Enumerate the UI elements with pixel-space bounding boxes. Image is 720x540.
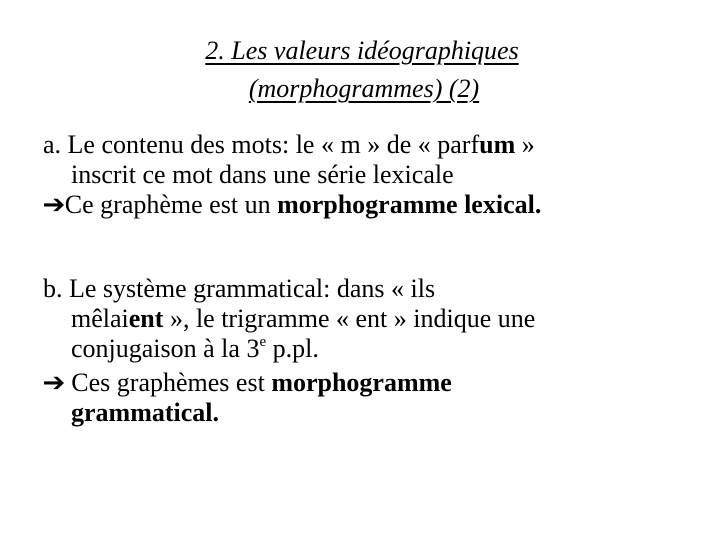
section-a [43, 130, 541, 220]
section-b-line-5: grammatical. [71, 398, 220, 427]
section-a-line-3: ➔Ce graphème est un morphogramme lexical. [42, 190, 542, 220]
slide-title [0, 32, 720, 108]
section-a-line-2: inscrit ce mot dans une série lexicale [71, 160, 454, 189]
section-b-line-1: b. Le système grammatical: dans « ils [43, 274, 436, 303]
section-b-line-4: ➔ Ces graphèmes est morphogramme [42, 368, 452, 398]
section-b [43, 274, 535, 428]
section-b-line-2: mêlaient », le trigramme « ent » indique une [71, 304, 536, 333]
arrow-right-icon: ➔ [42, 190, 66, 220]
section-b-line-3: conjugaison à la 3e p.pl. [71, 334, 319, 363]
title-line-1: 2. Les valeurs idéographiques [205, 36, 519, 65]
arrow-right-icon: ➔ [42, 368, 66, 398]
section-a-line-1: a. Le contenu des mots: le « m » de « parfum » [43, 130, 535, 159]
title-line-2: (morphogrammes) (2) [248, 74, 480, 103]
